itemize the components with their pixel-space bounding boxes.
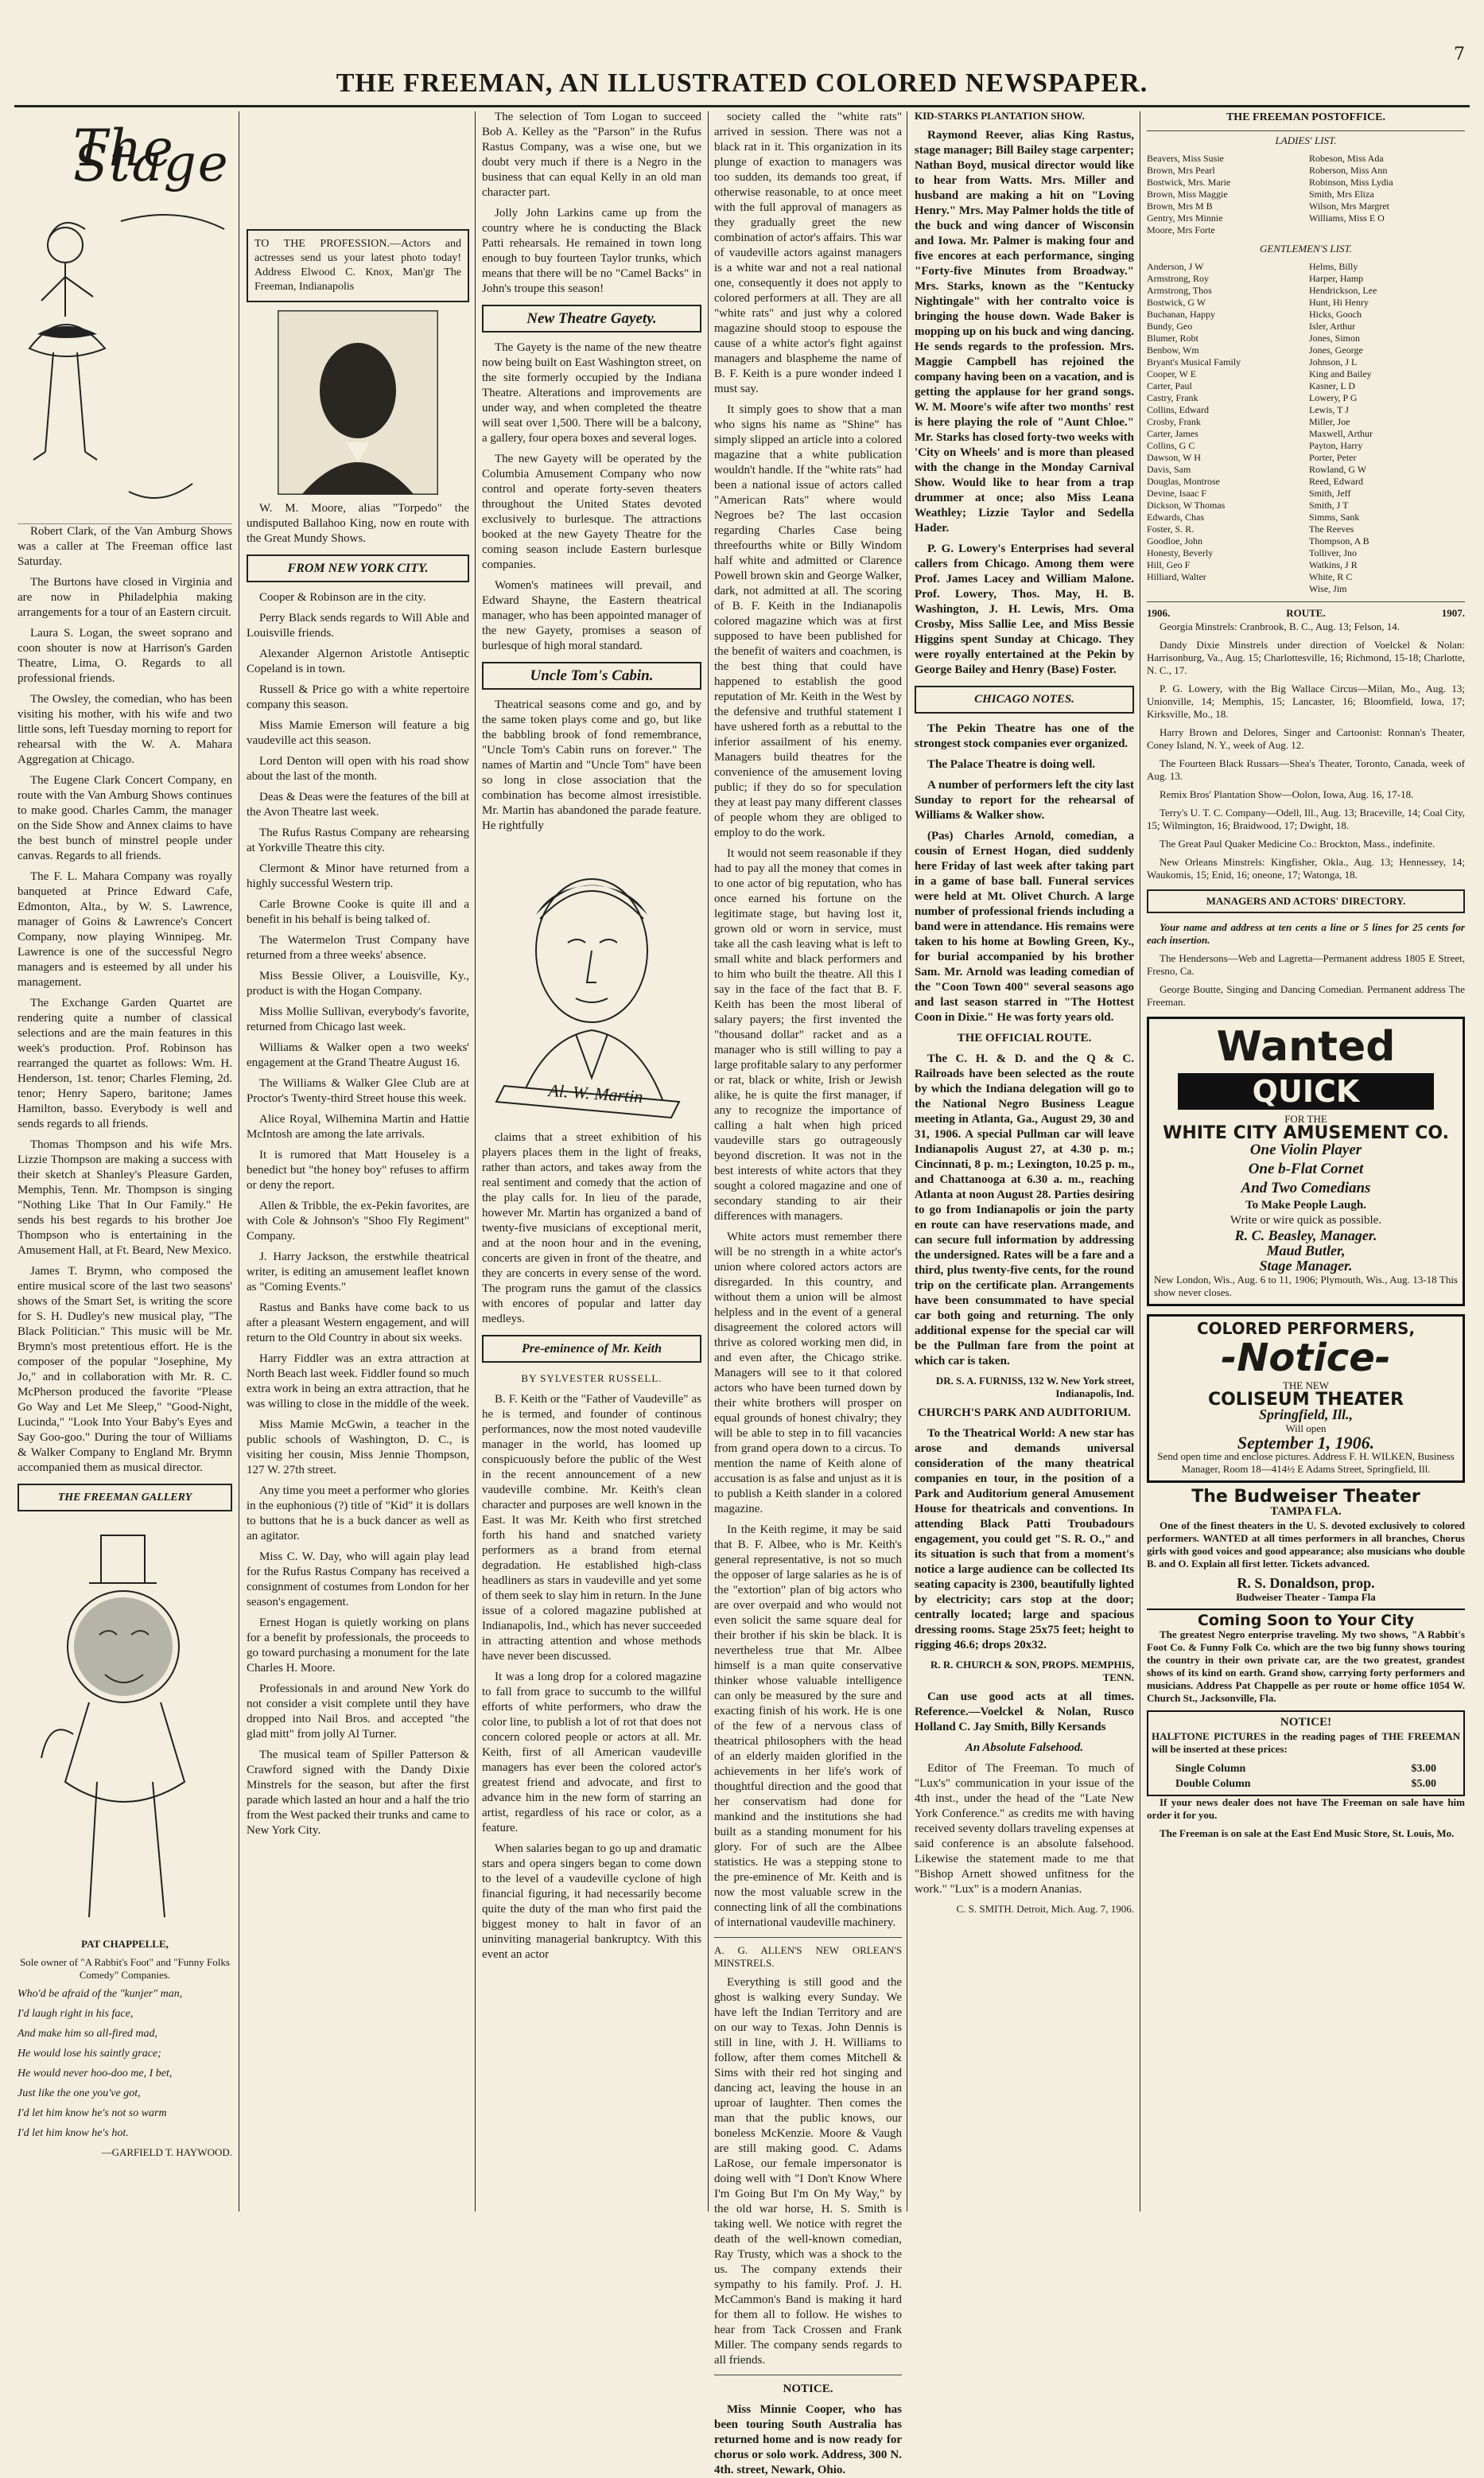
news-item: The Gayety is the name of the new theatre now being built on East Washington street, on the site formerly occupied by the Indiana Theatre. Alterations and improvements are under way, and when completed the theatre will seat over 1,500. There will be a balcony, a gallery, four opera boxes and several loges. — [482, 341, 701, 445]
price-row — [1152, 1776, 1460, 1791]
quick-banner: QUICK — [1178, 1073, 1434, 1110]
list-entry: Williams, Miss E O — [1309, 212, 1385, 224]
list-entry: Jones, Simon — [1309, 333, 1361, 344]
list-entry: Dickson, W Thomas — [1147, 500, 1226, 511]
directory-entry: The Hendersons—Web and Lagretta—Permanent address 1805 E Street, Fresno, Ca. — [1147, 952, 1465, 977]
ad-address: New London, Wis., Aug. 6 to 11, 1906; Plymouth, Wis., Aug. 13-18 This show never closes. — [1154, 1274, 1458, 1298]
ad-butler: Maud Butler, — [1266, 1243, 1346, 1258]
wanted-line: One b-Flat Cornet — [1248, 1161, 1364, 1177]
route-entry: The Great Paul Quaker Medicine Co.: Brockton, Mass., indefinite. — [1160, 838, 1435, 850]
column-6 — [1147, 110, 1465, 2210]
moore-portrait — [278, 310, 438, 495]
list-entry: Smith, Mrs Eliza — [1309, 189, 1374, 200]
list-entry: Isler, Arthur — [1309, 321, 1356, 332]
gallery-caption: Sole owner of "A Rabbit's Foot" and "Funny Folks Comedy" Companies. — [20, 1956, 230, 1981]
list-entry: Thompson, A B — [1309, 535, 1369, 547]
list-entry: Reed, Edward — [1309, 476, 1363, 487]
ny-item: The Watermelon Trust Company have returned from a three weeks' absence. — [247, 934, 469, 962]
ny-item: Professionals in and around New York do not consider a visit complete until they have dropped into Nail Bros. and accepted "the glad mitt" from jolly Al Turner. — [247, 1682, 469, 1741]
ny-item: Deas & Deas were the features of the bill at the Avon Theatre last week. — [247, 791, 469, 819]
list-entry: Armstrong, Thos — [1147, 285, 1212, 296]
martin-portrait — [488, 839, 695, 1126]
poem-line: Just like the one you've got, — [17, 2087, 141, 2099]
list-entry: Payton, Harry — [1309, 440, 1363, 451]
budweiser-name: The Budweiser Theater — [1191, 1487, 1420, 1507]
column-3 — [482, 110, 701, 2210]
news-item: Everything is still good and the ghost is walking every Sunday. We have left the Indian Territory and are on our way to Texas. John Dennis is still in line, with J. H. Williams to follow, after them comes Mitchell & Sims with their red hot singing and dancing act, leaving the house in an uproar of laughter. Then comes the man that the public knows, our boneless McKenzie. Moore & Vaugh are still making good. C. Adams LaRose, our female impersonator is doing well with "I Don't Know Where I'm Going But I'm On My Way," by the old war horse, H. S. Smith is taking well. We notice with regret the death of the well-known comedian, Ray Trusty, which was a shock to the us. The company extends their sympathy to his family. Prof. J. H. McCammon's Band is making it hard for them all to follow. He wishes to hear from Tack Crossen and Frank Miller. The company sends regards to all friends. — [714, 1976, 902, 2367]
falsehood-signature: C. S. SMITH. Detroit, Mich. Aug. 7, 1906. — [956, 1903, 1134, 1915]
news-item: Women's matinees will prevail, and Edward Shayne, the Eastern theatrical manager, who has been appointed manager of the new Gayety, promises a season of burlesque of high moral standard. — [482, 579, 701, 652]
list-entry: Watkins, J R — [1309, 559, 1358, 570]
news-item: The Owsley, the comedian, who has been visiting his mother, with his wife and two little sons, left Tuesday morning to report for rehearsal with the W. A. Mahara Aggregation at Chicago. — [17, 693, 232, 766]
list-entry: Robinson, Miss Lydia — [1309, 177, 1393, 188]
price-label: Single Column — [1175, 1763, 1246, 1775]
masthead-rule — [14, 105, 1470, 107]
list-entry: The Reeves — [1309, 523, 1354, 535]
ny-item: Alexander Algernon Aristotle Antiseptic Copeland is in town. — [247, 648, 469, 675]
ny-item: Miss C. W. Day, who will again play lead for the Rufus Rastus Company has received a consignment of costumes from London for her season's engagement. — [247, 1550, 469, 1609]
list-entry: Rowland, G W — [1309, 464, 1367, 475]
news-item: The new Gayety will be operated by the Columbia Amusement Company who now control and operate forty-seven theaters throughout the United States devoted exclusively to burlesque. The attractions booked at the new Gayety Theatre for the coming season include Eastern burlesque companies. — [482, 453, 701, 571]
ny-item: Clermont & Minor have returned from a highly successful Western trip. — [247, 862, 469, 890]
ny-item: The Rufus Rastus Company are rehearsing at Yorkville Theatre this city. — [247, 827, 469, 854]
list-entry: Smith, J T — [1309, 500, 1349, 511]
list-entry: Kasner, L D — [1309, 380, 1356, 391]
list-entry: Hilliard, Walter — [1147, 571, 1206, 582]
route-heading: THE OFFICIAL ROUTE. — [957, 1032, 1092, 1044]
column-4 — [714, 110, 902, 2476]
ad-text: Write or wire quick as possible. — [1230, 1214, 1382, 1227]
list-entry: Jones, George — [1309, 344, 1363, 356]
news-item: Robert Clark, of the Van Amburg Shows was a caller at The Freeman office last Saturday. — [17, 525, 232, 568]
route-header — [1147, 605, 1465, 620]
news-item: Thomas Thompson and his wife Mrs. Lizzie Thompson are making a success with their sketch at Shanley's Pleasure Garden, Memphis, Tenn. Mr. Thompson is singing "Nothing Like That In Our Family." He sends his best regards to his brother Joe Thompson who is entertaining in the Amusement Hall, at Ft. Beard, New Mexico. — [17, 1138, 232, 1257]
list-entry: Helms, Billy — [1309, 261, 1358, 272]
list-entry: Beavers, Miss Susie — [1147, 153, 1224, 164]
coliseum-name: COLISEUM THEATER — [1207, 1390, 1404, 1410]
news-item: It would not seem reasonable if they had to pay all the money that comes in to one actor of big reputation, who has once earned his fortune on the legitimate stage, but having lost it, grown old or worn in service, must take all the cash leaving what is left to small white and black performers and to him who built the theatre. All this I say in the face of the fact that B. F. Keith has been the most liberal of salary payers; the first invented the "thousand dollar" racket and as a manager who is still willing to pay a large profitable salary to any performer or rat, black or white, Irish or Jewish alike, he is quite the first manager, if any to recognize the importance of calling a halt when high priced vaudeville stars go outrageously beyond discretion. It was not in the best interests of white actors that they sought a colored magazine and one of secondary standing to air their differences with managers. — [714, 847, 902, 1223]
poem-line: I'd let him know he's hot. — [17, 2127, 129, 2139]
ad-text: The greatest Negro enterprise traveling. My two shows, "A Rabbit's Foot Co. & Funny Folk Co. which are the two big funny shows touring the country in their own private car, are the two greatest, grandest shows of its kind on earth. Grand show, carrying forty performers and musicians. Address Pat Chappelle as per route or home office 1054 W. Church St., Jacksonville, Fla. — [1147, 1628, 1465, 1704]
news-item: The Exchange Garden Quartet are rendering quite a number of classical selections and are the main features in this week's production. Prof. Robinson has rearranged the quartet as follows: Wm. H. Henderson, 1st. tenor; Charles Fleming, 2d. tenor; Henry Sapero, baritone; James Hamilton, basso. Everybody is well and sends regards to all friends. — [17, 997, 232, 1130]
chicago-heading: CHICAGO NOTES. — [915, 686, 1134, 714]
list-entry: Robeson, Miss Ada — [1309, 153, 1384, 164]
ny-item: Alice Royal, Wilhemina Martin and Hattie McIntosh are among the late arrivals. — [247, 1113, 469, 1141]
news-item: White actors must remember there will be no strength in a white actor's union where colored actors actors are disregarded. In this country, and without them a union will be almost helpless and in the event of a general disagreement the colored actors will thrive as colored working men did, in and even after, the Chicago strike. Managers will see to it that colored actors who have been turned down by their white brothers will prosper on equal grounds of honest chivalry; they will be able to step in to fill vacancies from grand opera down to a circus. To mention the name of Keith alone of accusation is as false and unjust as it is to publish a Keith slander in a colored magazine. — [714, 1231, 902, 1515]
list-entry: Douglas, Montrose — [1147, 476, 1220, 487]
list-entry: Hill, Geo F — [1147, 559, 1191, 570]
ad-text: THE NEW — [1282, 1379, 1330, 1391]
budweiser-prop: R. S. Donaldson, prop. — [1237, 1575, 1375, 1591]
list-entry: Lewis, T J — [1309, 404, 1349, 415]
list-entry: Cooper, W E — [1147, 368, 1197, 379]
budweiser-city: TAMPA FLA. — [1270, 1505, 1342, 1518]
ad-manager: R. C. Beasley, Manager. — [1234, 1227, 1377, 1243]
news-item: society called the "white rats" arrived in session. There was not a black rat in it. This organization in its plunge of exaction to managers was too sudden, its demands too great, if otherwise reasonable, to at once meet with the full approval of managers as they gradually greet the new combination of actor's affairs. This war of vaudeville actors against managers is a white war and not a real national one, consequently it does not apply to colored performers at all. They are all "white rats" and just why a colored magazine should stoop to espouse the cause of a white actor's fight against managers and blaspheme the name of B. F. Keith is a pure wonder indeed I must say. — [714, 111, 902, 395]
list-entry: Simms, Sank — [1309, 512, 1360, 523]
allen-heading: A. G. ALLEN'S NEW ORLEAN'S MINSTRELS. — [714, 1944, 902, 1969]
ny-item: It is rumored that Matt Houseley is a benedict but "the honey boy" refuses to affirm or deny the report. — [247, 1149, 469, 1192]
news-item: Theatrical seasons come and go, and by the same token plays come and go, but like the babbling brook of fond remembrance, "Uncle Tom's Cabin runs on forever." The names of Martin and "Uncle Tom" have been so long in close association that the combination has become almost irresistible. Mr. Martin has abandoned the parade feature. He rightfully — [482, 698, 701, 832]
caricature-drawing — [17, 1519, 232, 1933]
news-item: In the Keith regime, it may be said that B. F. Albee, who is Mr. Keith's general representative, is not so much the opposer of large salaries as he is of the "extortion" plan of big actors who are over overpaid and who would not even solicit the same square deal for their brother if his skin be black. It is nevertheless true that Mr. Albee himself is a man quite conservative thinker whose valuable intelligence can only be measured by the sure and exacting finish of his work. He is one of the few of a nervous class of theatrical philosophers with the head of an elderly maiden glorified in the achievements in her life's work of thoughtful direction and the good that her conservatism had done for mankind and the institutions she had built as a standing monument for his glory. For of such are the Albee statistics. He was a stepping stone to the pre-eminence of Mr. Keith and is now the most valuable screw in the connecting link of all the combinations of international vaudeville machinery. — [714, 1523, 902, 1929]
ny-item: Lord Denton will open with his road show about the last of the month. — [247, 755, 469, 783]
kid-starks-heading: KID-STARKS PLANTATION SHOW. — [915, 110, 1085, 122]
portrait-caption: W. M. Moore, alias "Torpedo" the undisputed Ballahoo King, now en route with the Great Mundy Shows. — [247, 502, 469, 545]
price-row — [1152, 1761, 1460, 1776]
wanted-line: One Violin Player — [1249, 1142, 1362, 1158]
ad-text: HALFTONE PICTURES in the reading pages of THE FREEMAN will be inserted at these prices: — [1152, 1730, 1460, 1755]
gents-heading: GENTLEMEN'S LIST. — [1260, 243, 1352, 255]
church-heading: CHURCH'S PARK AND AUDITORIUM. — [918, 1406, 1131, 1419]
gayety-heading: New Theatre Gayety. — [482, 305, 701, 333]
news-item: When salaries began to go up and dramatic stars and opera singers began to come down to the level of a vaudeville cyclone of high financial figuring, it had necessarily become quite the duty of the man who first paid the biggest money to halt in favor of an uninviting managerial bankruptcy. With this event an actor — [482, 1842, 701, 1961]
list-entry: Carter, Paul — [1147, 380, 1192, 391]
poem-line: I'd let him know he's not so warm — [17, 2107, 167, 2119]
list-entry: Bundy, Geo — [1147, 321, 1193, 332]
list-entry: Porter, Peter — [1309, 452, 1357, 463]
route-signature: DR. S. A. FURNISS, 132 W. New York street, Indianapolis, Ind. — [935, 1375, 1134, 1399]
poem-line: Who'd be afraid of the "kunjer" man, — [17, 1988, 183, 2000]
list-entry: Devine, Isaac F — [1147, 488, 1206, 499]
news-item: A number of performers left the city last Sunday to report for the rehearsal of Williams & Walker show. — [915, 779, 1134, 822]
col1-text — [17, 524, 232, 1476]
price-label: Double Column — [1175, 1778, 1251, 1790]
route-entry: P. G. Lowery, with the Big Wallace Circus—Milan, Mo., Aug. 13; Unionville, 14; Memphis, 15; Lancaster, 16; Bloomfield, Iowa, 17; Kirksville, Mo., 18. — [1147, 683, 1465, 720]
list-entry: Hicks, Gooch — [1309, 309, 1362, 320]
column-1 — [17, 110, 232, 2210]
list-entry: Carter, James — [1147, 428, 1198, 439]
ny-item: The musical team of Spiller Patterson & Crawford signed with the Dandy Dixie Minstrels for the season, but after the first parade which lasted an hour and a half the trio from the West packed their trunks and came to New York City. — [247, 1749, 469, 1837]
news-item: Can use good acts at all times. Reference.—Voelckel & Nolan, Rusco Holland C. Jay Smith, Billy Kersands — [915, 1690, 1134, 1733]
ny-item: Miss Mollie Sullivan, everybody's favorite, returned from Chicago last week. — [247, 1006, 469, 1033]
keith-heading: Pre-eminence of Mr. Keith — [482, 1335, 701, 1363]
list-entry: Bryant's Musical Family — [1147, 356, 1241, 368]
route-list — [1147, 620, 1465, 881]
poem-line: He would lose his saintly grace; — [17, 2048, 161, 2060]
coliseum-date: September 1, 1906. — [1237, 1433, 1375, 1453]
falsehood-heading: An Absolute Falsehood. — [965, 1741, 1084, 1754]
ny-item: Rastus and Banks have come back to us after a pleasant Western engagement, and will return to the Old Country in about six weeks. — [247, 1301, 469, 1344]
ladies-list — [1147, 153, 1465, 236]
poem-line: He would never hoo-doo me, I bet, — [17, 2068, 173, 2079]
route-year-right: 1907. — [1441, 607, 1465, 619]
gallery-caricature — [17, 1519, 232, 1933]
ny-item: Carle Browne Cooke is quite ill and a benefit in his behalf is being talked of. — [247, 898, 469, 926]
column-rule — [708, 111, 709, 2212]
ad-text: Will open — [1285, 1422, 1327, 1434]
halftone-notice — [1147, 1710, 1465, 1796]
gallery-heading: THE FREEMAN GALLERY — [17, 1484, 232, 1511]
ny-item: Cooper & Robinson are in the city. — [259, 591, 426, 604]
news-item: (Pas) Charles Arnold, comedian, a cousin of Ernest Hogan, died suddenly here Friday of last week after taking part in a game of base ball. Funeral services were held at Mt. Olivet Church. A large number of professional friends including a band were in attendance. His remains were taken to his home at Bowling Green, Ky., for burial accompanied by his brother Sam. Mr. Arnold was leading comedian of the "Coon Town 400" several seasons ago and last season starred in "The Hottest Coon in Dixie." He was forty years old. — [915, 830, 1134, 1024]
notice-title-2: NOTICE! — [1280, 1716, 1332, 1729]
list-entry: Tolliver, Jno — [1309, 547, 1358, 558]
list-entry: Lowery, P G — [1309, 392, 1358, 403]
list-entry: Moore, Mrs Forte — [1147, 224, 1215, 235]
wanted-line: And Two Comedians — [1241, 1180, 1371, 1196]
directory-intro: Your name and address at ten cents a line or 5 lines for 25 cents for each insertion. — [1147, 921, 1465, 946]
news-item: Editor of The Freeman. To much of "Lux's" communication in your issue of the 4th inst., under the head of the "Late New York Conference." as credits me with having received seventy dollars traveling expenses at said conference is an absolute falsehood. Likewise the statement made to me that "Bishop Arnett showed unfitness for the work." "Lux" is a modern Ananias. — [915, 1762, 1134, 1896]
news-item: B. F. Keith or the "Father of Vaudeville" as he is termed, and founder of continous performances, now the most noted vaudeville manager in the world, has loomed up conspicuously before the public of the West in the recent announcement of a new vaudeville combine. Mr. Keith's clean character and purposes are well known in the East. It was Mr. Keith who first stretched forth his hand and snatched variety performers as a brand from eternal degradation. He established high-class headliners as stars in vaudeville and yet some of them seek to slay him in return. In the June issue of a colored magazine published at Indianapolis, Ind., which has never succeeded in attracting attention and whose methods have never been discussed. — [482, 1393, 701, 1663]
new-york-heading: FROM NEW YORK CITY. — [247, 554, 469, 582]
list-entry: Buchanan, Happy — [1147, 309, 1215, 320]
white-city-name: WHITE CITY AMUSEMENT CO. — [1163, 1123, 1449, 1143]
news-item: claims that a street exhibition of his players places them in the light of freaks, rather than actors, and takes away from the real sentiment and comedy that the action of the play calls for. In lieu of the parade, however Mr. Martin has organized a band of twenty-five musicians of exceptional merit, and at the noon hour and in the evening, concerts are given in front of the theatre, and they are concerts in every sense of the word. The program runs the gamut of the classics with encores of popular and latter day medleys. — [482, 1131, 701, 1325]
list-entry — [1309, 224, 1465, 236]
news-item: P. G. Lowery's Enterprises had several callers from Chicago. Among them were Prof. James Lacey and William Malone. Prof. Lowery, Thos. May, H. B. Washington, J. H. Lewis, Mrs. Oma Crosby, Miss Sallie Lee, and Miss Bessie Higgins spent Sunday at Chicago. They were royally entertained at the Pekin by George Bailey and Henry (Base) Foster. — [915, 543, 1134, 676]
notice-heading: NOTICE. — [783, 2383, 833, 2395]
list-entry — [1147, 583, 1303, 595]
list-entry: Wilson, Mrs Margret — [1309, 200, 1389, 212]
news-item: Jolly John Larkins came up from the country where he is conducting the Black Patti rehearsals. He remained in town long enough to buy fourteen Taylor trunks, which means that there will be no "Camel Backs" in John's troupe this season! — [482, 207, 701, 295]
news-item: To the Theatrical World: A new star has arose and demands universal consideration of the many theatrical companies en tour, in the position of a Park and Auditorium general Amusement House for theatricals and conventions. In attending Black Patti Troubadours engagement, you could get "S. R. O.," and its situation is such that from a moment's notice a large audience can be collected Its seating capacity is 2300, beautifully lighted by electricity; cars stop at the door; centrally located; large and spacious dressing rooms. Stage 25x75 feet; height to rigging 46.6; drops 20x32. — [915, 1427, 1134, 1651]
coliseum-city: Springfield, Ill., — [1258, 1406, 1354, 1422]
route-year-left: 1906. — [1147, 607, 1171, 619]
church-signature: R. R. CHURCH & SON, PROPS. MEMPHIS, TENN. — [930, 1659, 1134, 1683]
gallery-caption-name: PAT CHAPPELLE, — [81, 1938, 169, 1950]
coliseum-ad — [1147, 1314, 1465, 1483]
martin-label: Al. W. Martin — [547, 1080, 644, 1107]
list-entry: Goodloe, John — [1147, 535, 1202, 547]
directory-heading: MANAGERS AND ACTORS' DIRECTORY. — [1147, 889, 1465, 913]
column-rule — [475, 111, 476, 2212]
page-number: 7 — [1454, 45, 1465, 64]
ad-text: To Make People Laugh. — [1245, 1199, 1366, 1212]
list-entry: Dawson, W H — [1147, 452, 1201, 463]
stage-illustration — [17, 110, 232, 524]
list-entry: Wise, Jim — [1309, 583, 1347, 594]
white-city-ad — [1147, 1017, 1465, 1306]
list-entry: Collins, G C — [1147, 440, 1195, 451]
list-entry: Benbow, Wm — [1147, 344, 1199, 356]
ny-item: Miss Bessie Oliver, a Louisville, Ky., product is with the Hogan Company. — [247, 970, 469, 998]
news-item: The Eugene Clark Concert Company, en route with the Van Amburg Shows continues to make good. Charles Camm, the manager on the Side Show and Annex claims to have the best bunch of minstrel people under canvas. Regards to all friends. — [17, 774, 232, 862]
ny-item: Miss Mamie Emerson will feature a big vaudeville act this season. — [247, 719, 469, 747]
ad-text: The Freeman is on sale at the East End Music Store, St. Louis, Mo. — [1160, 1827, 1455, 1839]
news-item: It simply goes to show that a man who signs his name as "Shine" has simply slipped an article into a colored magazine that a white publication wouldn't handle. If the "white rats" had been a national issue of actors called "American Rats" where would Negroes be? The last occasion regarding Charles Case being threefourths white or Billy Windom half white and admitted or Clarence Powell brown skin and George Walker, dark, not admitted at all. The scoring of B. F. Keith in the Indianapolis colored magazine which was at first supposed to have been published for the benefit of waiters and coachmen, is the best thing that could have happened to establish the good reputation of Mr. Keith in the West by the defensive and truthful statement I have ushered forth as a rebuttal to the inferior assailment of his enemy. Managers build theatres for the convenience of the amusement loving public; if they do so for speculation they at least pay many different classes of people whom they are obliged to employ to do the work. — [714, 403, 902, 839]
list-entry: Collins, Edward — [1147, 404, 1209, 415]
news-item: The Pekin Theatre has one of the strongest stock companies ever organized. — [915, 722, 1134, 750]
list-entry: Armstrong, Roy — [1147, 273, 1209, 284]
ad-text: If your news dealer does not have The Freeman on sale have him order it for you. — [1147, 1796, 1465, 1821]
postoffice-heading: THE FREEMAN POSTOFFICE. — [1226, 111, 1386, 123]
uncle-tom-heading: Uncle Tom's Cabin. — [482, 662, 701, 690]
ad-for-the: FOR THE — [1284, 1113, 1327, 1125]
list-entry: Castry, Frank — [1147, 392, 1198, 403]
route-entry: Dandy Dixie Minstrels under direction of Voelckel & Nolan: Harrisonburg, Va., Aug. 15; Charlottesville, 16; Richmond, 15-18; Charlotte, N. C., 17. — [1147, 639, 1465, 676]
list-entry: Bostwick, G W — [1147, 297, 1206, 308]
directory-entry: George Boutte, Singing and Dancing Comedian. Permanent address The Freeman. — [1147, 983, 1465, 1008]
news-item: James T. Brymn, who composed the entire musical score of the last two seasons' shows of the Smart Set, is writing the score for S. H. Dudley's new musical play, "The Black Politician." This music will be Mr. Brymn's most pretentious effort. He is the composer of the popular "Josephine, My Jo," and in collaboration with Mr. R. C. McPherson produced the favorite "Please Go Way and Let Me Sleep," "Good-Night, Lucinda," "Look Into Your Baby's Eyes and Say Goo-goo." During the tour of Williams & Walker Company to England Mr. Brymn accompanied them as musical director. — [17, 1265, 232, 1474]
list-entry: Miller, Joe — [1309, 416, 1350, 427]
list-entry: Johnson, J L — [1309, 356, 1358, 368]
news-item: The selection of Tom Logan to succeed Bob A. Kelley as the "Parson" in the Rufus Rastus Company, was a wise one, but we doubt very much if there is a Negro in the business that can equal Kelly in an old man character part. — [482, 111, 701, 199]
poem-signature: —GARFIELD T. HAYWOOD. — [101, 2146, 232, 2158]
route-entry: Terry's U. T. C. Company—Odell, Ill., Aug. 13; Braceville, 14; Coal City, 15; Wilmington, 16; Braidwood, 17; Dwight, 18. — [1147, 807, 1465, 831]
masthead: THE FREEMAN, AN ILLUSTRATED COLORED NEWSPAPER. — [336, 68, 1148, 98]
keith-byline: BY SYLVESTER RUSSELL. — [521, 1372, 662, 1384]
ny-item: The Williams & Walker Glee Club are at Proctor's Twenty-third Street house this week. — [247, 1077, 469, 1105]
price-value: $5.00 — [1411, 1778, 1436, 1790]
ny-item: Harry Fiddler was an extra attraction at North Beach last week. Fiddler found so much extra work in being an extra attraction, that he was willing to close in the middle of the week. — [247, 1352, 469, 1410]
budweiser-sig: Budweiser Theater - Tampa Fla — [1236, 1591, 1376, 1603]
ad-stage-manager: Stage Manager. — [1259, 1258, 1353, 1274]
list-entry: Edwards, Chas — [1147, 512, 1204, 523]
column-2 — [247, 110, 469, 2210]
news-item: The F. L. Mahara Company was royally banqueted at Prince Edward Cafe, Edmonton, Alta., by W. S. Lawrence, manager of Goins & Lawrence's Concert Company, now playing Winnipeg. Mr. Lawrence is one of the successful Negro managers and is esteemed by all under his management. — [17, 870, 232, 989]
ad-text: Send open time and enclose pictures. Address F. H. WILKEN, Business Manager, Room 18—414½ E Adams Street, Springfield, Ill. — [1157, 1450, 1455, 1475]
ad-text: One of the finest theaters in the U. S. devoted exclusively to colored performers. WANTED at all times performers in all branches, Chorus girls with good voices and good appearance; also musicians who double B. and O. Explain all first letter. Tickets advanced. — [1147, 1519, 1465, 1570]
list-entry: Honesty, Beverly — [1147, 547, 1214, 558]
budweiser-ad — [1147, 1489, 1465, 1604]
notice-title: -Notice- — [1221, 1336, 1391, 1380]
news-item: Laura S. Logan, the sweet soprano and coon shouter is now at Harrison's Garden Theatre, Lima, O. Regards to all professional friends. — [17, 627, 232, 685]
poem-line: I'd laugh right in his face, — [17, 2008, 134, 2020]
ny-item: Russell & Price go with a white repertoire company this season. — [247, 683, 469, 711]
list-entry: Brown, Mrs Pearl — [1147, 165, 1215, 176]
list-entry: White, R C — [1309, 571, 1353, 582]
list-entry: Foster, S. R. — [1147, 523, 1195, 535]
news-item: Miss Minnie Cooper, who has been touring South Australia has returned home and is now ready for chorus or solo work. Address, 300 N. 4th. street, Newark, Ohio. — [714, 2403, 902, 2476]
list-entry: Anderson, J W — [1147, 261, 1204, 272]
coming-soon-ad — [1147, 1609, 1465, 1705]
list-entry: Hunt, Hi Henry — [1309, 297, 1369, 308]
colored-performers: COLORED PERFORMERS, — [1196, 1319, 1416, 1338]
route-entry: Georgia Minstrels: Cranbrook, B. C., Aug. 13; Felson, 14. — [1160, 620, 1400, 632]
route-entry: Remix Bros' Plantation Show—Oolon, Iowa, Aug. 16, 17-18. — [1160, 788, 1414, 800]
news-item: The C. H. & D. and the Q & C. Railroads have been selected as the route by which the Indiana delegation will go to the National Negro Business League meeting in Atlanta, Ga., August 29, 30 and 31, 1906. A special Pullman car will leave Indianapolis August 27, at 4.30 p. m.; Cincinnati, 8 p. m.; Lexington, 10.25 p. m., and Chattanooga at 6.30 a. m., reaching Atlanta at noon August 28. Parties desiring to go from Indianapolis or join the party en route can have reservations made, and can secure full information by addressing the undersigned. Rates will be a fare and a third, plus twenty-five cents, for the round trip on the certificate plan. Arrangements have been consummated to have special car both going and returning. The only additional expense for the special car will be the Pullman fare from the point at which car is taken. — [915, 1052, 1134, 1367]
ny-item: Any time you meet a performer who glories in the euphonious (?) title of "Kid" it is dollars to buttons that he is a buck dancer as well as an agitator. — [247, 1484, 469, 1542]
wanted-title: Wanted — [1216, 1023, 1396, 1071]
route-entry: Harry Brown and Delores, Singer and Cartoonist: Ronnan's Theater, Coney Island, N. Y., week of Aug. 12. — [1147, 726, 1465, 751]
news-item: The Palace Theatre is doing well. — [927, 758, 1096, 771]
list-entry: Roberson, Miss Ann — [1309, 165, 1388, 176]
list-entry: Blumer, Robt — [1147, 333, 1198, 344]
ny-item: Allen & Tribble, the ex-Pekin favorites, are with Cole & Johnson's "Shoo Fly Regiment" Company. — [247, 1200, 469, 1243]
column-5 — [915, 110, 1134, 2210]
list-entry: Davis, Sam — [1147, 464, 1191, 475]
poem-line: And make him so all-fired mad, — [17, 2028, 158, 2040]
list-entry: Brown, Mrs M B — [1147, 200, 1213, 212]
list-entry: King and Bailey — [1309, 368, 1372, 379]
ny-item: Ernest Hogan is quietly working on plans for a benefit by professionals, the proceeds to go toward purchasing a monument for the late Charles H. Moore. — [247, 1616, 469, 1675]
list-entry: Brown, Miss Maggie — [1147, 189, 1228, 200]
ny-item: Williams & Walker open a two weeks' engagement at the Grand Theatre August 16. — [247, 1041, 469, 1069]
stage-title: The Stage — [73, 119, 230, 193]
list-entry: Maxwell, Arthur — [1309, 428, 1373, 439]
ladies-heading: LADIES' LIST. — [1275, 134, 1337, 146]
route-title: ROUTE. — [1286, 607, 1326, 619]
coming-title: Coming Soon to Your City — [1197, 1612, 1415, 1629]
list-entry: Smith, Jeff — [1309, 488, 1351, 499]
list-entry: Hendrickson, Lee — [1309, 285, 1377, 296]
news-item: Raymond Reever, alias King Rastus, stage manager; Bill Bailey stage carpenter; Nathan Boyd, musical director would like to hear from Watts. Mrs. Miller and husband are making a hit on "Loving Henry." Mrs. May Palmer holds the title of the buck and wing dancer of Wisconsin and Iowa. Mr. Palmer is making four and five encores at each performance, singing "Forty-five Minutes from Broadway." Mrs. Starks, known as the "Kentucky Nightingale" with her contralto voice is bringing the house down. Wade Baker is mopping up on his buck and wing dancing. He sends regards to the profession. Mrs. Maggie Campbell has rejoined the company having been on a vacation, and is getting the applause for her grand songs. W. M. Moore's wife after two months' rest is here playing the role of "Aunt Chloe." Mr. Starks has closed forty-two weeks with 'City on Wheels' and is more than pleased with the change in the Monday Carnival Show. Would like to hear from a trap drummer at once; also Miss Leana Weathley; Lizzie Taylor and Sedella Hader. — [915, 129, 1134, 535]
news-item: It was a long drop for a colored magazine to fall from grace to succumb to the willful efforts of white performers, who draw the color line, to publish a lot of rot that does not concern colored people or actors at all. Mr. Keith, first of all American vaudeville managers has ever been the colored actor's greatest friend and advocate, and first to advance him in the new form of starring an artist, regardless of his race or color, as a feature. — [482, 1671, 701, 1834]
list-entry: Harper, Hamp — [1309, 273, 1364, 284]
price-value: $3.00 — [1411, 1763, 1436, 1775]
profession-notice: TO THE PROFESSION.—Actors and actresses send us your latest photo today! Address Elwood C. Knox, Man'gr The Freeman, Indianapolis — [247, 229, 469, 302]
gents-list — [1147, 261, 1465, 595]
route-entry: New Orleans Minstrels: Kingfisher, Okla., Aug. 13; Hennessey, 14; Waukomis, 15; Enid, 16; oneone, 17; Watonga, 18. — [1147, 856, 1465, 881]
news-item: The Burtons have closed in Virginia and are now in Philadelphia making arrangements for a tour of an Eastern circuit. — [17, 576, 232, 619]
route-entry: The Fourteen Black Russars—Shea's Theater, Toronto, Canada, week of Aug. 13. — [1147, 757, 1465, 782]
ny-item: Miss Mamie McGwin, a teacher in the public schools of Washington, D. C., is visiting her cousin, Miss Jennie Thompson, 127 W. 27th street. — [247, 1418, 469, 1476]
ny-item: Perry Black sends regards to Will Able and Louisville friends. — [247, 612, 469, 640]
list-entry: Bostwick, Mrs. Marie — [1147, 177, 1231, 188]
ny-item: J. Harry Jackson, the erstwhile theatrical writer, is editing an amusement leaflet known as "Coming Events." — [247, 1251, 469, 1293]
dancer-drawing — [17, 110, 232, 523]
list-entry: Gentry, Mrs Minnie — [1147, 212, 1223, 224]
list-entry: Crosby, Frank — [1147, 416, 1201, 427]
